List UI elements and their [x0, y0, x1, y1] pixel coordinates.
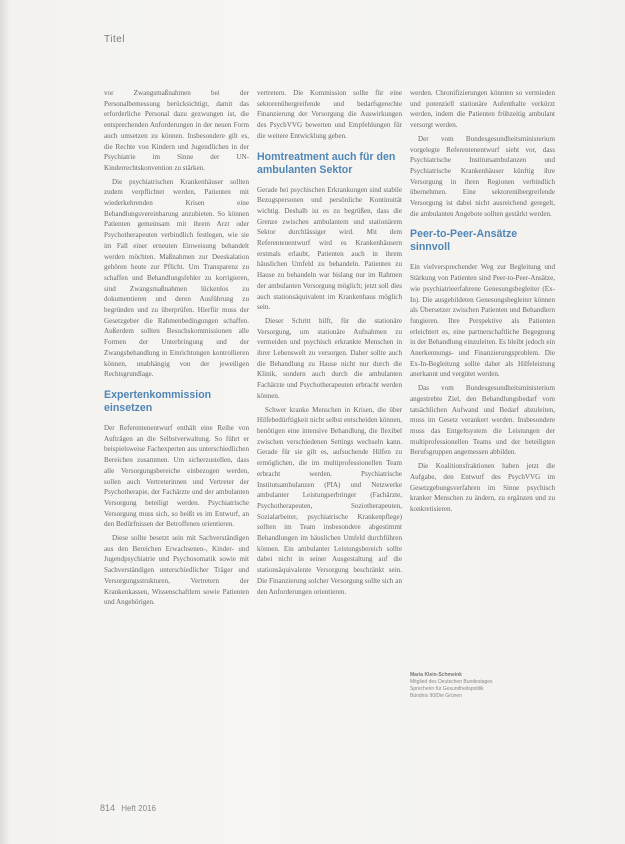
page-footer [100, 803, 156, 813]
paragraph: Der Referentenentwurf enthält eine Reihe von Aufträgen an die Selbstverwaltung. So führt er beispielsweise Fachexperten aus unterschiedlichen Bereichen zusammen. Um sicherzustellen, dass alle Versorgungsbereiche einbezogen werden, sollen auch Vertreterinnen und Vertreter der Psychotherapie, der Fachärzte und der ambulanten Versorgung beteiligt werden. Psychiatrische Versorgung muss sich, so heißt es im Entwurf, an den Bedürfnissen der Betroffenen orientieren. [104, 423, 249, 529]
paragraph: Die Koalitionsfraktionen haben jetzt die Aufgabe, den Entwurf des PsychVVG im Gesetzgebungsverfahren im Sinne psychisch kranker Menschen zu ändern, zu ergänzen und zu konkretisieren. [410, 462, 555, 513]
paragraph: Die psychiatrischen Krankenhäuser sollten zudem verpflichtet werden, Patienten mit wiederkehrenden Krisen eine Behandlungsvereinbarung anzubieten. So können Patienten gemeinsam mit ihrem Arzt oder Psychotherapeuten verbindlich festlegen, wie sie im Fall einer erneuten Einweisung behandelt werden möchten. Maßnahmen zur Deeskalation gehören heute zur Pflicht. Um Transparenz zu schaffen und Behandlungsfehler zu korrigieren, sind Zwangsmaßnahmen lückenlos zu dokumentieren und deren Ausführung zu begründen und zu überprüfen. Hierfür muss der Gesetzgeber die Rahmenbedingungen schaffen. Außerdem sollten Besuchskommissionen alle Formen der Unterbringung und der Zwangsbehandlung in Einrichtungen kontrollieren können, unabhängig von der jeweiligen Rechtsgrundlage. [104, 177, 249, 379]
paragraph: Diese sollte besetzt sein mit Sachverständigen aus den Bereichen Erwachsenen-, Kinder- und Jugendpsychiatrie und Psychosomatik sowie mit Sachverständigen unterschiedlicher Träger und Versorgungsstrukturen, Vertretern der Krankenkassen, Wissenschaftlern sowie Patienten und Angehörigen. [104, 534, 249, 607]
paragraph: Das vom Bundesgesundheitsministerium angestrebte Ziel, den Behandlungsbedarf vom tatsächlichen Aufwand und Bedarf abzuleiten, muss im Gesetz verankert werden. Insbesondere muss das Entgeltsystem die Leistungen der multiprofessionellen Teams und der beteiligten Berufsgruppen angemessen abbilden. [410, 384, 555, 457]
section-heading: Peer-to-Peer-Ansätze sinnvoll [410, 228, 518, 254]
paragraph: vor Zwangsmaßnahmen bei der Personalbemessung berücksichtigt, damit das erforderliche Personal dazu gezwungen ist, die entsprechenden Anforderungen in der neuen Form auch umsetzen zu können. Insbesondere gilt es, die Rechte von Kindern und Jugendlichen in der Psychiatrie im Sinne der UN-Kinderrechtskonvention zu stärken. [104, 89, 249, 172]
section-heading: Homtreatment auch für den ambulanten Sektor [257, 150, 396, 176]
page-number: 814 [100, 803, 116, 813]
paragraph: Der vom Bundesgesundheitsministerium vorgelegte Referentenentwurf sieht vor, dass Psychiatrische Institutsambulanzen und Psychiatrische Krankenhäuser künftig ihre Versorgung in ihren Regionen verbindlich übernehmen. Eine sektorenübergreifende Versorgung ist dabei nicht ausreichend geregelt, die ambulanten Angebote sollten gestärkt werden. [410, 134, 555, 218]
paragraph: werden. Chronifizierungen könnten so vermieden und potenziell stationäre Aufenthalte verkürzt werden, indem die Patienten frühzeitig ambulant versorgt werden. [410, 89, 555, 130]
journal-issue: Heft 2016 [121, 804, 156, 813]
author-name: Maria Klein-Schmeink [410, 672, 462, 678]
text-column-3 [410, 88, 555, 518]
author-line: Bündnis 90/Die Grünen [410, 693, 462, 699]
paragraph: Ein vielversprechender Weg zur Begleitung und Stärkung von Patienten sind Peer-to-Peer-Ansätze, wie psychiatrieerfahrene Genesungsbegleiter (Ex-In). Die ausgebildeten Genesungsbegleiter können als Übersetzer zwischen Patienten und Behandlern fungieren. Ihre Perspektive als Patienten erleichtert es, eine partnerschaftliche Begegnung in der Behandlung einzuleiten. Es bleibt jedoch ein Anerkennungs- und Finanzierungsproblem. Die Ex-In-Begleitung sollte daher als Hilfeleistung anerkannt und vergütet werden. [410, 263, 555, 379]
author-box [410, 672, 555, 700]
author-line: Sprecherin für Gesundheitspolitik [410, 686, 484, 692]
paragraph: vertretern. Die Kommission sollte für eine sektorenübergreifende und bedarfsgerechte Finanzierung der Versorgung die Auswirkungen des PsychVVG bewerten und Empfehlungen für die weitere Entwicklung geben. [257, 89, 402, 140]
paragraph: Schwer kranke Menschen in Krisen, die über Hilfebedürftigkeit nicht selbst entscheiden können, benötigen eine intensive Behandlung, die flexibel zwischen verschiedenen Settings wechseln kann. Gerade für sie gilt es, aufsuchende Hilfen zu ermöglichen, die im multiprofessionellen Team erbracht werden. Psychiatrische Institutsambulanzen (PIA) und Netzwerke ambulanter Leistungserbringer (Fachärzte, Psychotherapeuten, Soziotherapeuten, Sozialarbeiter, psychiatrische Krankenpflege) sollten im Team insbesondere abgestimmt Behandlungen im häuslichen Umfeld durchführen können. Ein ambulanter Leistungsbereich sollte dabei nicht in seiner Ausgestaltung auf die stationsäquivalente Versorgung beschränkt sein. Die Finanzierung solcher Versorgung sollte sich an den Anforderungen orientieren. [257, 405, 402, 596]
paragraph: Dieser Schritt hilft, für die stationäre Versorgung, um stationäre Aufnahmen zu vermeiden und psychisch erkrankte Menschen in ihrer Lebenswelt zu versorgen. Daher sollte auch die Behandlung zu Hause nicht nur durch die Klinik, sondern auch durch die ambulanten Fachärzte und Psychotherapeuten erbracht werden können. [257, 316, 402, 400]
text-column-1 [104, 88, 249, 611]
running-head: Titel [104, 34, 126, 45]
paragraph: Gerade bei psychischen Erkrankungen sind stabile Bezugspersonen und persönliche Kontinuität wichtig. Deshalb ist es zu begrüßen, dass die Grenze zwischen ambulantem und stationärem Sektor durchlässiger wird. Mit dem Referentenentwurf wird es Krankenhäusern erstmals erlaubt, Patienten auch in ihrem häuslichen Umfeld zu behandeln. Patienten zu Hause zu behandeln war bislang nur im Rahmen der ambulanten Versorgung möglich; jetzt soll dies auch stationsäquivalent im Krankenhaus möglich sein. [257, 185, 402, 312]
author-line: Mitglied des Deutschen Bundestages [410, 679, 493, 685]
section-heading: Expertenkommission einsetzen [104, 388, 212, 414]
text-column-2 [257, 88, 402, 600]
